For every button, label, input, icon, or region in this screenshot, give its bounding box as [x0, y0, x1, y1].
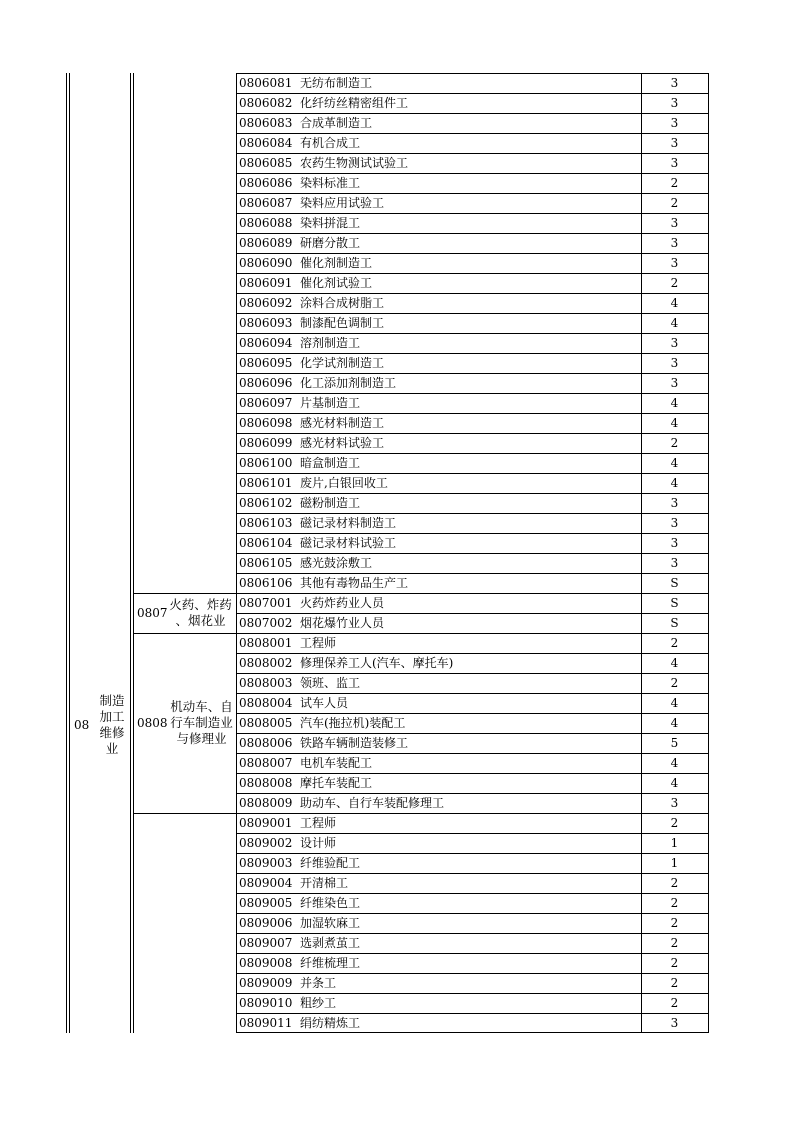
occupation-name: 废片,白银回收工	[300, 476, 388, 490]
occupation-level: 2	[670, 276, 679, 290]
occupation-level: 3	[670, 376, 679, 390]
occupation-name: 感光鼓涂敷工	[300, 556, 373, 570]
occupation-code: 0807002	[239, 616, 293, 630]
occupation-code: 0806100	[239, 456, 293, 470]
occupation-name: 助动车、自行车装配修理工	[300, 796, 445, 810]
occupation-level: 2	[670, 996, 679, 1010]
occupation-level: 2	[670, 436, 679, 450]
occupation-name: 粗纱工	[300, 996, 337, 1010]
occupation-name: 化学试剂制造工	[300, 356, 385, 370]
occupation-name: 化纤纺丝精密组件工	[300, 96, 409, 110]
occupation-name: 纤维验配工	[300, 856, 361, 870]
occupation-name: 火药炸药业人员	[300, 596, 385, 610]
occupation-level: 2	[670, 916, 679, 930]
occupation-code: 0809004	[239, 876, 293, 890]
occupation-level: 2	[670, 816, 679, 830]
occupation-name: 暗盒制造工	[300, 456, 361, 470]
occupation-level: S	[670, 596, 679, 610]
occupation-code: 0808004	[239, 696, 293, 710]
occupation-code: 0806091	[239, 276, 293, 290]
occupation-code: 0808001	[239, 636, 293, 650]
occupation-code: 0806097	[239, 396, 293, 410]
occupation-code: 0806102	[239, 496, 293, 510]
occupation-level: 2	[670, 876, 679, 890]
occupation-name: 工程师	[300, 816, 337, 830]
occupation-name: 汽车(拖拉机)装配工	[300, 716, 406, 730]
occupation-code: 0806092	[239, 296, 293, 310]
occupation-code: 0806093	[239, 316, 293, 330]
table-left-border	[66, 73, 67, 1033]
occupation-code: 0806090	[239, 256, 293, 270]
occupation-name: 催化剂试验工	[300, 276, 373, 290]
major-code: 08	[74, 718, 90, 732]
occupation-name: 工程师	[300, 636, 337, 650]
occupation-name: 烟花爆竹业人员	[300, 616, 385, 630]
occupation-code: 0806081	[239, 76, 293, 90]
occupation-level: S	[670, 576, 679, 590]
occupation-name: 磁记录材料制造工	[300, 516, 397, 530]
occupation-level: 4	[670, 776, 679, 790]
occupation-code: 0809001	[239, 816, 293, 830]
occupation-name: 修理保养工人(汽车、摩托车)	[300, 656, 454, 670]
occupation-name: 有机合成工	[300, 136, 361, 150]
occupation-code: 0806085	[239, 156, 293, 170]
occupation-level: S	[670, 616, 679, 630]
occupation-name: 试车人员	[300, 696, 349, 710]
occupation-code: 0806086	[239, 176, 293, 190]
occupation-code: 0806083	[239, 116, 293, 130]
occupation-name: 磁记录材料试验工	[300, 536, 397, 550]
occupation-name: 并条工	[300, 976, 337, 990]
occupation-level: 2	[670, 636, 679, 650]
occupation-name: 涂料合成树脂工	[300, 296, 385, 310]
occupation-level: 2	[670, 896, 679, 910]
occupation-code: 0809011	[239, 1016, 293, 1030]
occupation-name: 领班、监工	[300, 676, 361, 690]
occupation-code: 0806095	[239, 356, 293, 370]
occupation-code: 0806094	[239, 336, 293, 350]
occupation-code: 0809009	[239, 976, 293, 990]
occupation-level: 3	[670, 356, 679, 370]
occupation-level: 1	[670, 856, 679, 870]
occupation-code: 0807001	[239, 596, 293, 610]
major-column-border	[130, 73, 131, 1033]
occupation-level: 3	[670, 556, 679, 570]
occupation-code: 0809008	[239, 956, 293, 970]
occupation-name: 研磨分散工	[300, 236, 361, 250]
occupation-code: 0808002	[239, 656, 293, 670]
occupation-name: 片基制造工	[300, 396, 361, 410]
occupation-level: 3	[670, 156, 679, 170]
occupation-code: 0806089	[239, 236, 293, 250]
occupation-name: 磁粉制造工	[300, 496, 361, 510]
occupation-level: 2	[670, 176, 679, 190]
occupation-name: 染料应用试验工	[300, 196, 385, 210]
occupation-level: 2	[670, 936, 679, 950]
occupation-code: 0809006	[239, 916, 293, 930]
occupation-name: 化工添加剂制造工	[300, 376, 397, 390]
occupation-level: 4	[670, 316, 679, 330]
occupation-level: 2	[670, 196, 679, 210]
occupation-level: 3	[670, 136, 679, 150]
occupation-name: 催化剂制造工	[300, 256, 373, 270]
occupation-name: 设计师	[300, 836, 337, 850]
major-column-border-inner	[133, 73, 134, 1033]
occupation-code: 0806106	[239, 576, 293, 590]
occupation-level: 4	[670, 396, 679, 410]
table-left-border-inner	[69, 73, 70, 1033]
occupation-name: 电机车装配工	[300, 756, 373, 770]
occupation-code: 0808009	[239, 796, 293, 810]
occupation-name: 感光材料试验工	[300, 436, 385, 450]
occupation-name: 纤维梳理工	[300, 956, 361, 970]
occupation-level: 4	[670, 716, 679, 730]
occupation-name: 开清棉工	[300, 876, 349, 890]
occupation-level: 3	[670, 76, 679, 90]
major-name: 制造 加工 维修 业	[99, 693, 125, 756]
occupation-level: 4	[670, 656, 679, 670]
occupation-name: 农药生物测试试验工	[300, 156, 409, 170]
occupation-level: 5	[670, 736, 679, 750]
occupation-level: 3	[670, 216, 679, 230]
occupation-level: 1	[670, 836, 679, 850]
occupation-name: 选剥煮茧工	[300, 936, 361, 950]
occupation-code: 0806105	[239, 556, 293, 570]
occupation-code: 0806099	[239, 436, 293, 450]
occupation-level: 3	[670, 536, 679, 550]
occupation-level: 3	[670, 96, 679, 110]
subgroup-0808-code: 0808	[137, 716, 168, 730]
occupation-table	[66, 73, 709, 1033]
occupation-code: 0806104	[239, 536, 293, 550]
occupation-level: 3	[670, 116, 679, 130]
occupation-code: 0809002	[239, 836, 293, 850]
occupation-name: 其他有毒物品生产工	[300, 576, 409, 590]
occupation-name: 染料标准工	[300, 176, 361, 190]
occupation-name: 合成革制造工	[300, 116, 373, 130]
occupation-name: 制漆配色调制工	[300, 316, 385, 330]
occupation-name: 铁路车辆制造装修工	[300, 736, 409, 750]
occupation-code: 0808003	[239, 676, 293, 690]
occupation-code: 0808007	[239, 756, 293, 770]
subgroup-separator-0807	[133, 593, 236, 594]
occupation-level: 4	[670, 476, 679, 490]
occupation-level: 3	[670, 516, 679, 530]
occupation-level: 2	[670, 976, 679, 990]
occupation-code: 0809003	[239, 856, 293, 870]
occupation-code: 0806101	[239, 476, 293, 490]
occupation-level: 3	[670, 796, 679, 810]
occupation-code: 0808008	[239, 776, 293, 790]
occupation-code: 0806098	[239, 416, 293, 430]
occupation-level: 3	[670, 236, 679, 250]
occupation-code: 0806082	[239, 96, 293, 110]
occupation-level: 3	[670, 256, 679, 270]
occupation-code: 0806096	[239, 376, 293, 390]
subgroup-0807-code: 0807	[137, 606, 168, 620]
occupation-code: 0808006	[239, 736, 293, 750]
occupation-name: 摩托车装配工	[300, 776, 373, 790]
subgroup-0808-name: 机动车、自 行车制造业 与修理业	[170, 699, 233, 746]
occupation-name: 溶剂制造工	[300, 336, 361, 350]
occupation-code: 0809005	[239, 896, 293, 910]
occupation-name: 绢纺精炼工	[300, 1016, 361, 1030]
occupation-code: 0806088	[239, 216, 293, 230]
occupation-code: 0809007	[239, 936, 293, 950]
occupation-level: 2	[670, 676, 679, 690]
occupation-code: 0809010	[239, 996, 293, 1010]
occupation-code: 0808005	[239, 716, 293, 730]
occupation-level: 4	[670, 416, 679, 430]
subgroup-separator-0809	[133, 813, 236, 814]
occupation-level: 3	[670, 496, 679, 510]
subgroup-separator-0808	[133, 633, 236, 634]
subgroup-0807-name: 火药、炸药 、烟花业	[169, 597, 232, 628]
occupation-level: 4	[670, 296, 679, 310]
occupation-name: 无纺布制造工	[300, 76, 373, 90]
occupation-level: 4	[670, 696, 679, 710]
occupation-level: 3	[670, 336, 679, 350]
occupation-name: 染料拼混工	[300, 216, 361, 230]
occupation-level: 4	[670, 456, 679, 470]
occupation-code: 0806087	[239, 196, 293, 210]
occupation-level: 4	[670, 756, 679, 770]
occupation-code: 0806084	[239, 136, 293, 150]
occupation-level: 2	[670, 956, 679, 970]
occupation-name: 感光材料制造工	[300, 416, 385, 430]
occupation-code: 0806103	[239, 516, 293, 530]
occupation-name: 纤维染色工	[300, 896, 361, 910]
occupation-level: 3	[670, 1016, 679, 1030]
occupation-name: 加湿软麻工	[300, 916, 361, 930]
